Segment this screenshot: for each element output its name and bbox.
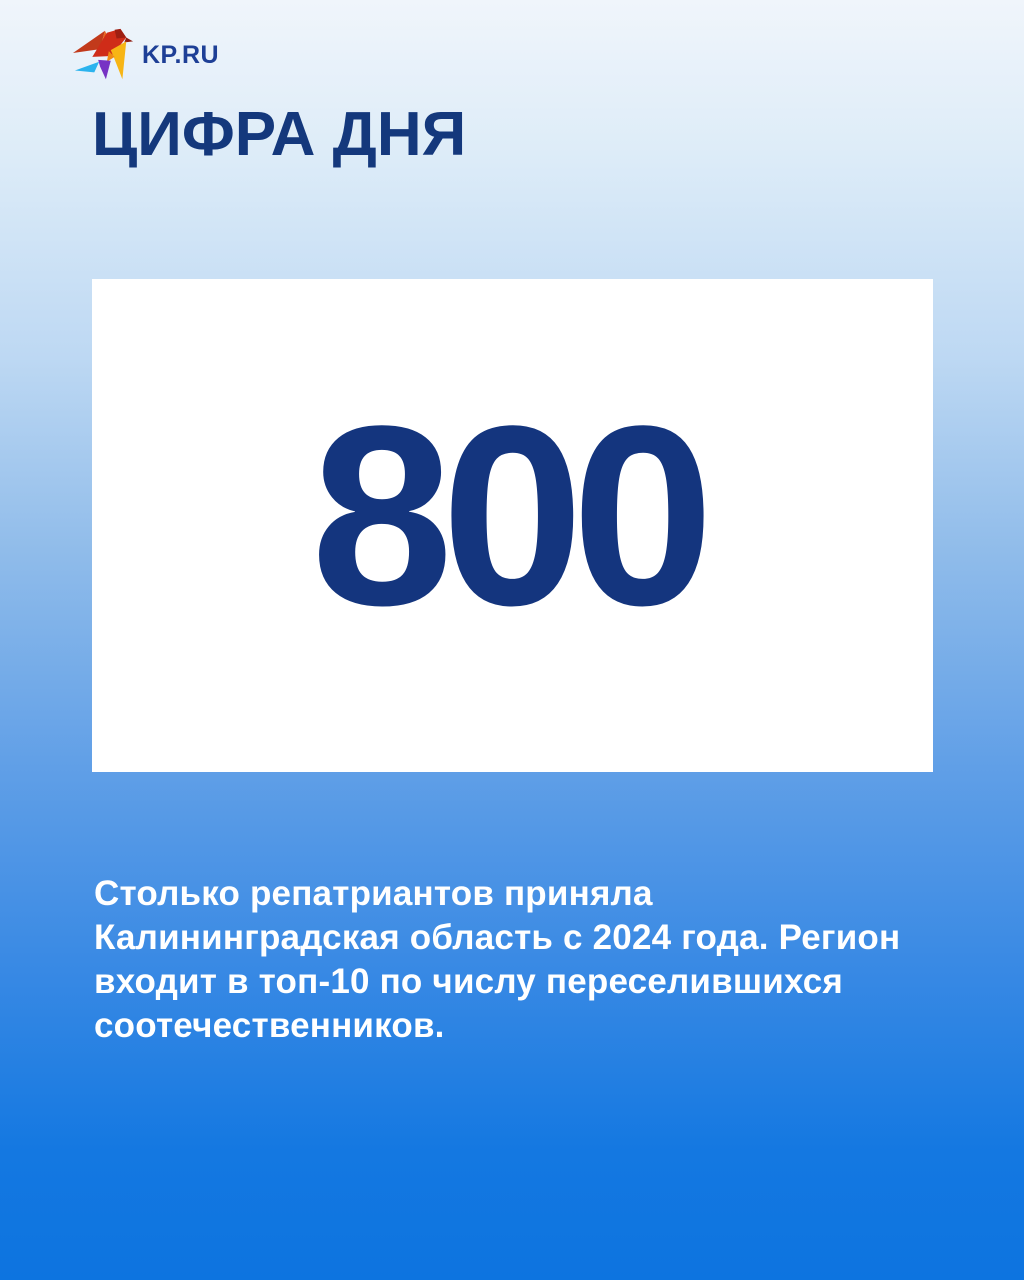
caption-line: Столько репатриантов приняла [94,874,653,913]
caption-line: соотечественников. [94,1006,445,1045]
kp-swallow-bird-icon [72,26,134,82]
brand-name: KP.RU [142,40,220,69]
caption-line: Калининградская область с 2024 года. Регион [94,918,901,957]
figure-card [92,279,933,772]
caption [94,872,974,1048]
brand-logo [72,26,219,82]
page-title: ЦИФРА ДНЯ [92,100,467,169]
caption-line: входит в топ-10 по числу переселившихся [94,962,844,1001]
figure-value: 800 [310,372,703,659]
